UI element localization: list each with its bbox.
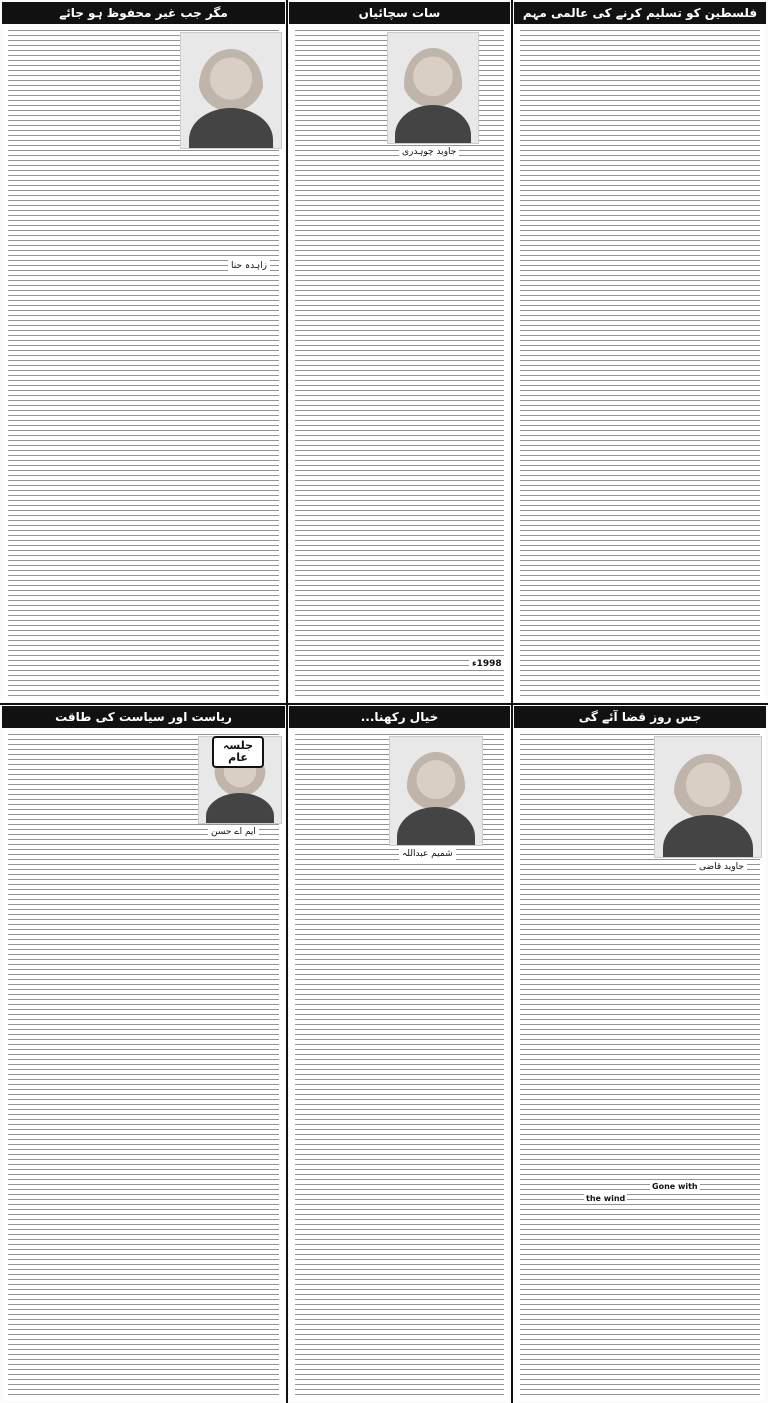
author-name: ایم اے حسن: [208, 826, 259, 838]
headline: سات سچائیاں: [289, 2, 510, 24]
author-photo: [654, 736, 762, 858]
author-name: جاوید قاضی: [696, 861, 747, 873]
author-photo: [387, 32, 479, 144]
column-divider: [286, 0, 288, 1403]
column-divider: [511, 0, 513, 1403]
badge-line: جلسہ: [222, 739, 254, 752]
headline: مگر جب غیر محفوظ ہو جائے: [2, 2, 285, 24]
article-body: [520, 30, 760, 696]
headline: خیال رکھنا...: [289, 706, 510, 728]
article-when-unsafe: [2, 2, 285, 702]
article-palestine-recognition: [514, 2, 766, 702]
row-divider: [0, 703, 768, 705]
column-badge: [212, 736, 264, 768]
badge-line: عام: [228, 751, 248, 764]
article-state-politics-power: [2, 706, 285, 1401]
headline: جس روز قضا آئے گی: [514, 706, 766, 728]
author-name: شمیم عبداللہ: [399, 848, 456, 860]
article-day-of-reckoning: [514, 706, 766, 1401]
article-take-care: [289, 706, 510, 1401]
english-term: the wind: [586, 1194, 626, 1203]
headline: فلسطین کو تسلیم کرنے کی عالمی مہم: [514, 2, 766, 24]
subhead: 1998ء: [469, 658, 505, 670]
article-seven-truths: [289, 2, 510, 702]
author-name: جاوید چوہدری: [399, 146, 459, 158]
headline: ریاست اور سیاست کی طاقت: [2, 706, 285, 728]
author-photo: [389, 736, 483, 846]
english-term: Gone with: [652, 1182, 698, 1191]
author-photo: [180, 32, 282, 149]
author-name: زاہدہ حنا: [228, 260, 270, 272]
